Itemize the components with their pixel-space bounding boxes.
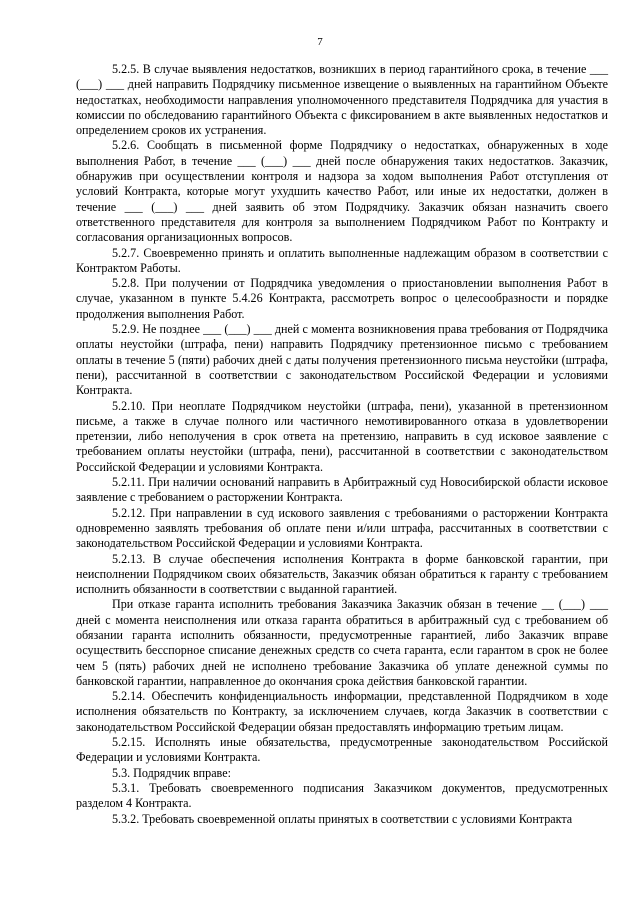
clause-5-2-7: 5.2.7. Своевременно принять и оплатить выполненные надлежащим образом в соответствии с Контрактом Работы.	[76, 245, 608, 275]
clause-5-2-5: 5.2.5. В случае выявления недостатков, возникших в период гарантийного срока, в течение ___ (___) ___ дней направить Подрядчику письменное извещение о выявленных на гарантийном Объекте недостатках, необходимости направления уполномоченного представителя Подрядчика для участия в комиссии по обследованию гарантийного Объекта с фиксированием в акте выявленных недостатков и определением сроков их устранения.	[76, 62, 608, 138]
clause-5-2-11: 5.2.11. При наличии оснований направить в Арбитражный суд Новосибирской области исковое заявление с требованием о расторжении Контракта.	[76, 475, 608, 505]
clause-5-2-9: 5.2.9. Не позднее ___ (___) ___ дней с момента возникновения права требования от Подрядчика оплаты неустойки (штрафа, пени) направить Подрядчику претензионное письмо с требованием оплаты в течение 5 (пяти) рабочих дней с даты получения претензионного письма неустойки (штрафа, пени), рассчитанной в соответствии с законодательством Российской Федерации и условиями Контракта.	[76, 322, 608, 398]
clause-5-2-12: 5.2.12. При направлении в суд искового заявления с требованиями о расторжении Контракта одновременно заявлять требования об оплате пени и/или штрафа, рассчитанных в соответствии с законодательством Российской Федерации и условиями Контракта.	[76, 505, 608, 551]
clause-5-2-15: 5.2.15. Исполнять иные обязательства, предусмотренные законодательством Российской Федерации и условиями Контракта.	[76, 735, 608, 765]
clause-5-2-13-guarantor-refusal: При отказе гаранта исполнить требования Заказчика Заказчик обязан в течение __ (___) ___ дней с момента неисполнения или отказа гаранта обратиться в арбитражный суд с требованием об обязании гаранта исполнить обязанности, предусмотренные гарантией, либо Заказчик вправе осуществить бесспорное списание денежных средств со счета гаранта, если гарантом в срок не более чем 5 (пять) рабочих дней не исполнено требование Заказчика об уплате денежной суммы по банковской гарантии, направленное до окончания срока действия банковской гарантии.	[76, 597, 608, 688]
clause-5-2-10: 5.2.10. При неоплате Подрядчиком неустойки (штрафа, пени), указанной в претензионном письме, а также в случае полного или частичного немотивированного отказа в удовлетворении претензии, либо неполучения в срок ответа на претензию, направить в суд исковое заявление с требованием оплаты неустойки (штрафа, пени), рассчитанной в соответствии с законодательством Российской Федерации и условиями Контракта.	[76, 398, 608, 474]
clause-5-3-2: 5.3.2. Требовать своевременной оплаты принятых в соответствии с условиями Контракта	[112, 811, 573, 826]
clause-5-3-1: 5.3.1. Требовать своевременного подписания Заказчиком документов, предусмотренных разделом 4 Контракта.	[76, 780, 608, 811]
clause-5-2-14: 5.2.14. Обеспечить конфиденциальность информации, представленной Подрядчиком в ходе исполнения обязательств по Контракту, за исключением случаев, когда Заказчик в соответствии с законодательством Российской Федерации обязан предоставлять информацию третьим лицам.	[76, 689, 608, 734]
page-number: 7	[317, 36, 323, 48]
document-body	[76, 62, 608, 827]
clause-5-2-8: 5.2.8. При получении от Подрядчика уведомления о приостановлении выполнения Работ в случае, указанном в пункте 5.4.26 Контракта, рассмотреть вопрос о целесообразности и порядке продолжения выполнения Работ.	[76, 276, 608, 321]
clause-5-2-6: 5.2.6. Сообщать в письменной форме Подрядчику о недостатках, обнаруженных в ходе выполнения Работ, в течение ___ (___) ___ дней после обнаружения таких недостатков. Заказчик, обнаружив при осуществлении контроля и надзора за ходом выполнения Работ отступления от условий Контракта, которые могут ухудшить качество Работ, или иные их недостатки, должен в течение ___ (___) ___ дней заявить об этом Подрядчику. Заказчик обязан назначить своего ответственного представителя для контроля за выполнением Подрядчиком Работ по Контракту и согласования организационных вопросов.	[76, 138, 608, 245]
section-5-3-heading: 5.3. Подрядчик вправе:	[112, 765, 231, 780]
clause-5-2-13: 5.2.13. В случае обеспечения исполнения Контракта в форме банковской гарантии, при неисполнении Подрядчиком своих обязательств, Заказчик обязан обратиться к гаранту с требованием исполнить обязанности в соответствии с выданной гарантией.	[76, 551, 608, 597]
